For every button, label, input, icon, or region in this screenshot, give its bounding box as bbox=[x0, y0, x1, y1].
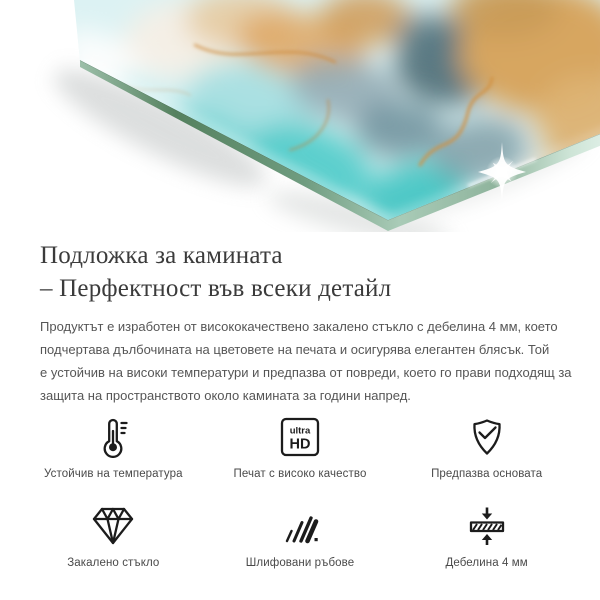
page-title bbox=[40, 239, 560, 305]
features-grid bbox=[20, 415, 580, 569]
thickness-4mm-icon bbox=[465, 504, 509, 548]
hero-product-photo bbox=[0, 0, 600, 232]
description-line: подчертава дълбочината на цветовете на печата и осигурява елегантен блясък. Той bbox=[40, 342, 550, 357]
shield-check-icon bbox=[466, 415, 508, 459]
glass-panel-image bbox=[0, 0, 600, 232]
feature-label: Печат с високо качество bbox=[233, 468, 367, 480]
feature-label: Шлифовани ръбове bbox=[245, 557, 355, 569]
feature-thickness bbox=[393, 504, 580, 569]
polished-edges-icon bbox=[278, 504, 322, 548]
page-title-line2: – Перфектност във всеки детайл bbox=[40, 275, 392, 302]
feature-temperature bbox=[20, 415, 207, 480]
ultra-hd-icon-text-top: ultra bbox=[289, 425, 311, 437]
feature-protects-base bbox=[393, 415, 580, 480]
feature-print-quality bbox=[207, 415, 394, 480]
feature-polished-edges bbox=[207, 504, 394, 569]
description-line: е устойчив на високи температури и предпазва от повреди, което го прави подходящ за bbox=[40, 365, 572, 380]
ultra-hd-icon-text-bottom: HD bbox=[289, 436, 311, 453]
feature-label: Закалено стъкло bbox=[67, 557, 160, 569]
feature-label: Дебелина 4 мм bbox=[445, 557, 528, 569]
thermometer-icon bbox=[92, 415, 134, 459]
feature-tempered-glass bbox=[20, 504, 207, 569]
description-line: защита на пространството около камината за години напред. bbox=[40, 388, 411, 403]
diamond-icon bbox=[91, 504, 135, 548]
feature-label: Устойчив на температура bbox=[44, 468, 183, 480]
ultra-hd-icon bbox=[279, 415, 321, 459]
page-title-line1: Подложка за камината bbox=[40, 242, 283, 269]
product-description bbox=[40, 315, 572, 407]
description-line: Продуктът е изработен от висококачествено закалено стъкло с дебелина 4 мм, което bbox=[40, 319, 558, 334]
feature-label: Предпазва основата bbox=[431, 468, 543, 480]
